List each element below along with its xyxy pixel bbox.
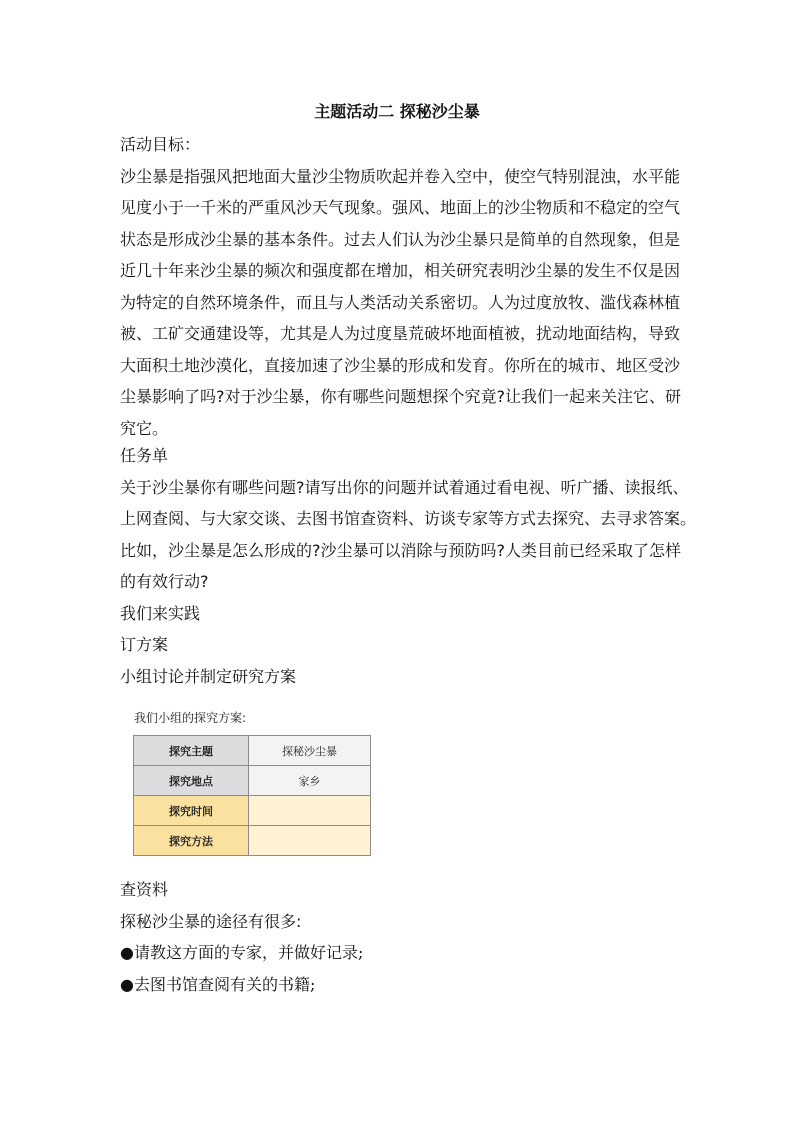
plan-value: [249, 796, 371, 826]
goal-line: 近几十年来沙尘暴的频次和强度都在增加，相关研究表明沙尘暴的发生不仅是因: [120, 261, 681, 280]
plan-value: [249, 826, 371, 856]
plan-subheading: 小组讨论并制定研究方案: [120, 666, 297, 686]
research-bullet: ●去图书馆查阅有关的书籍;: [120, 974, 316, 994]
task-line: 上网查阅、与大家交谈、去图书馆查资料、访谈专家等方式去探究、去寻求答案。: [120, 509, 697, 528]
goal-heading: 活动目标：: [120, 135, 201, 154]
table-row: [134, 766, 371, 796]
research-heading: 查资料: [120, 880, 169, 899]
task-line: 关于沙尘暴你有哪些问题?请写出你的问题并试着通过看电视、听广播、读报纸、: [120, 477, 689, 497]
table-row: [134, 736, 371, 766]
plan-value: 探秘沙尘暴: [249, 736, 371, 766]
activity-goal-section: [120, 129, 681, 444]
goal-line: 被、工矿交通建设等，尤其是人为过度垦荒破坏地面植被，扰动地面结构，导致: [120, 324, 681, 343]
goal-line: 沙尘暴是指强风把地面大量沙尘物质吹起并卷入空中，使空气特别混浊，水平能: [120, 166, 681, 186]
goal-line: 尘暴影响了吗?对于沙尘暴，你有哪些问题想探个究竟?让我们一起来关注它、研: [120, 387, 681, 406]
plan-label: 探究主题: [134, 736, 249, 766]
goal-line: 为特定的自然环境条件，而且与人类活动关系密切。人为过度放牧、滥伐森林植: [120, 292, 681, 312]
goal-line: 大面积土地沙漠化，直接加速了沙尘暴的形成和发育。你所在的城市、地区受沙: [120, 355, 681, 375]
plan-table-caption: 我们小组的探究方案:: [134, 711, 247, 725]
task-line: 比如，沙尘暴是怎么形成的?沙尘暴可以消除与预防吗?人类目前已经采取了怎样: [120, 540, 681, 560]
table-row: [134, 796, 371, 826]
plan-label: 探究时间: [134, 796, 249, 826]
research-intro: 探秘沙尘暴的途径有很多:: [120, 911, 302, 931]
practice-heading: 我们来实践: [120, 603, 201, 623]
plan-value: 家乡: [249, 766, 371, 796]
research-bullet: ●请教这方面的专家，并做好记录;: [120, 943, 364, 962]
plan-label: 探究地点: [134, 766, 249, 796]
table-row: [134, 826, 371, 856]
goal-line: 见度小于一千米的严重风沙天气现象。强风、地面上的沙尘物质和不稳定的空气: [120, 198, 681, 217]
goal-line: 状态是形成沙尘暴的基本条件。过去人们认为沙尘暴只是简单的自然现象，但是: [120, 229, 681, 249]
task-section: [120, 440, 697, 692]
goal-line: 究它。: [120, 418, 169, 438]
research-plan-table: [133, 735, 371, 856]
task-heading: 任务单: [120, 446, 169, 465]
task-line: 的有效行动?: [120, 572, 209, 591]
research-section: [120, 874, 676, 1000]
plan-label: 探究方法: [134, 826, 249, 856]
page-title: 主题活动二 探秘沙尘暴: [314, 102, 480, 121]
plan-heading: 订方案: [120, 635, 169, 654]
